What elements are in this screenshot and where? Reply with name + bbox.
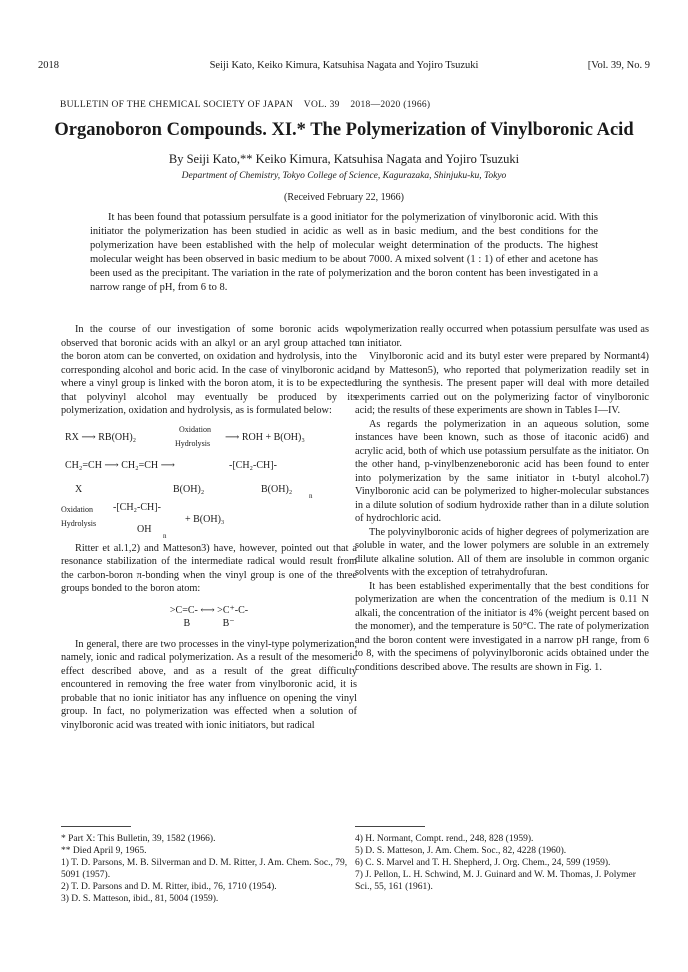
footnote-rule	[355, 826, 425, 827]
abstract: It has been found that potassium persulfate is a good initiator for the polymerization of vinylboronic acid. With this initiator the polymerization has been studied in acidic as well as in basic medium, and the best conditions for the polymerization have been established with the help of molecular weight determination of the products. The highest molecular weight has been observed in basic medium to be about 7000. A mixed solvent (1 : 1) of ether and acetone has been used as the precipitant. The variation in the rate of polymerization and the boron content has been investigated in a narrow range of pH, from 6 to 8.	[90, 212, 598, 293]
footnote: 7) J. Pellon, L. H. Schwind, M. J. Guinard and W. M. Thomas, J. Polymer Sci., 55, 161 (1961).	[355, 870, 636, 892]
scheme-text: ⟶ ROH + B(OH)₃	[225, 431, 305, 443]
footnote: * Part X: This Bulletin, 39, 1582 (1966).	[61, 834, 216, 844]
scheme-text: RX ⟶ RB(OH)₂	[65, 431, 137, 443]
left-column	[61, 323, 357, 732]
journal-line: BULLETIN OF THE CHEMICAL SOCIETY OF JAPAN VOL. 39 2018—2020 (1966)	[60, 100, 431, 110]
scheme-text: X	[75, 483, 83, 495]
footnote: 3) D. S. Matteson, ibid., 81, 5004 (1959).	[61, 894, 219, 904]
footnote: 1) T. D. Parsons, M. B. Silverman and D. M. Ritter, J. Am. Chem. Soc., 79, 5091 (1957).	[61, 858, 348, 880]
resonance-structure	[61, 604, 357, 632]
scheme-text: B(OH)₂	[261, 483, 293, 495]
footnote: 6) C. S. Marvel and T. H. Shepherd, J. Org. Chem., 24, 599 (1959).	[355, 858, 611, 868]
scheme-text: n	[309, 491, 313, 500]
footnote-rule	[61, 826, 131, 827]
scheme-text: Oxidation	[179, 424, 211, 434]
footnotes-left	[61, 833, 357, 905]
scheme-text: Oxidation	[61, 504, 93, 514]
department: Department of Chemistry, Tokyo College of Science, Kagurazaka, Shinjuku-ku, Tokyo	[181, 171, 507, 181]
paragraph: Vinylboronic acid and its butyl ester were prepared by Normant4) and by Matteson5), who reported that polymerization readily set in during the synthesis. The present paper will deal with more detailed experiments carried out on the polymerizing factor of vinylboronic acid; the results of these experiments are shown in Tables I—IV.	[355, 351, 649, 416]
received-date: (Received February 22, 1966)	[284, 192, 404, 203]
scheme-text: -[CH₂-CH]-	[229, 459, 277, 471]
footnote: ** Died April 9, 1965.	[61, 846, 147, 856]
scheme-text: Hydrolysis	[61, 518, 97, 528]
footnotes-right	[355, 833, 649, 893]
byline: By Seiji Kato,** Keiko Kimura, Katsuhisa Nagata and Yojiro Tsuzuki	[168, 152, 520, 166]
scheme-text: -[CH₂-CH]-	[113, 501, 161, 513]
right-column	[355, 323, 649, 674]
page-number: 2018	[38, 60, 59, 71]
footnote: 4) H. Normant, Compt. rend., 248, 828 (1959).	[355, 834, 534, 844]
resonance-top: >C=C- ⟷ >C⁺-C-	[169, 604, 249, 616]
paragraph: Ritter et al.1,2) and Matteson3) have, however, pointed out that a resonance stabilization of the intermediate radical would result from the carbon-boron π-bonding when the vinyl group is one of the three groups bonded to the boron atom:	[61, 542, 357, 594]
paragraph: In general, there are two processes in the vinyl-type polymerization, namely, ionic and radical polymerization. As a result of the mesomeric effect described above, and as a result of the great difficulty encountered in removing the free water from vinylboronic acid, it is probable that no ionic initiator has any influence on opening the vinyl group. In fact, no polymerization was effected when a solution of vinylboronic acid was treated with ionic initiators, but radical	[61, 638, 357, 731]
paragraph: The polyvinylboronic acids of higher degrees of polymerization are soluble in water, and the lower polymers are soluble in an extremely dilute alkaline solution. All of them are insoluble in common organic solvents with the exception of tetrahydrofuran.	[355, 526, 649, 578]
reaction-scheme	[61, 422, 357, 538]
scheme-text: CH₂=CH ⟶ CH₂=CH ⟶	[65, 459, 175, 471]
running-authors: Seiji Kato, Keiko Kimura, Katsuhisa Nagata and Yojiro Tsuzuki	[209, 60, 479, 71]
resonance-bottom: B B⁻	[183, 618, 235, 629]
scheme-text: n	[163, 531, 167, 540]
footnote: 5) D. S. Matteson, J. Am. Chem. Soc., 82, 4228 (1960).	[355, 846, 567, 856]
footnote: 2) T. D. Parsons and D. M. Ritter, ibid., 76, 1710 (1954).	[61, 882, 277, 892]
paragraph: polymerization really occurred when potassium persulfate was used as an initiator.	[355, 324, 649, 349]
scheme-text: OH	[137, 523, 152, 535]
scheme-text: B(OH)₂	[173, 483, 205, 495]
scheme-text: + B(OH)₃	[185, 513, 225, 525]
paragraph: In the course of our investigation of some boronic acids we observed that boronic acids with an alkyl or an aryl group attached to the boron atom can be converted, on oxidation and hydrolysis, into the corresponding alcohol and boric acid. In the case of vinylboronic acid, where a vinyl group is linked with the boron atom, it is to be expected that polyvinyl alcohol may eventually be produced by its polymerization, oxidation and hydrolysis, as is formulated below:	[61, 324, 357, 416]
paragraph: As regards the polymerization in an aqueous solution, some instances have been known, such as those of itaconic acid6) and acrylic acid, both of which use potassium persulfate as the initiator. On the other hand, p-vinylbenzeneboronic acid has been found to enter into polymerization by the same initiator in t-butyl alcohol.7) Vinylboronic acid can be polymerized to higher-molecular substances in a dilute solution of sodium hydroxide rather than in a dilute solution of hydrochloric acid.	[355, 418, 649, 524]
paragraph: It has been established experimentally that the best conditions for polymerization are when the concentration of the medium is 0.11 N alkali, the concentration of the initiator is 4% (weight percent based on the monomer), and the temperature is 50°C. The rate of polymerization and the boron content were investigated in a narrow pH range, from 6 to 8, with the specimens of polyvinylboronic acids obtained under the conditions described above. The results are shown in Fig. 1.	[355, 580, 649, 673]
article-title: Organoboron Compounds. XI.* The Polymerization of Vinylboronic Acid	[54, 120, 634, 140]
scheme-text: Hydrolysis	[175, 438, 211, 448]
volume-info: [Vol. 39, No. 9	[587, 60, 650, 71]
